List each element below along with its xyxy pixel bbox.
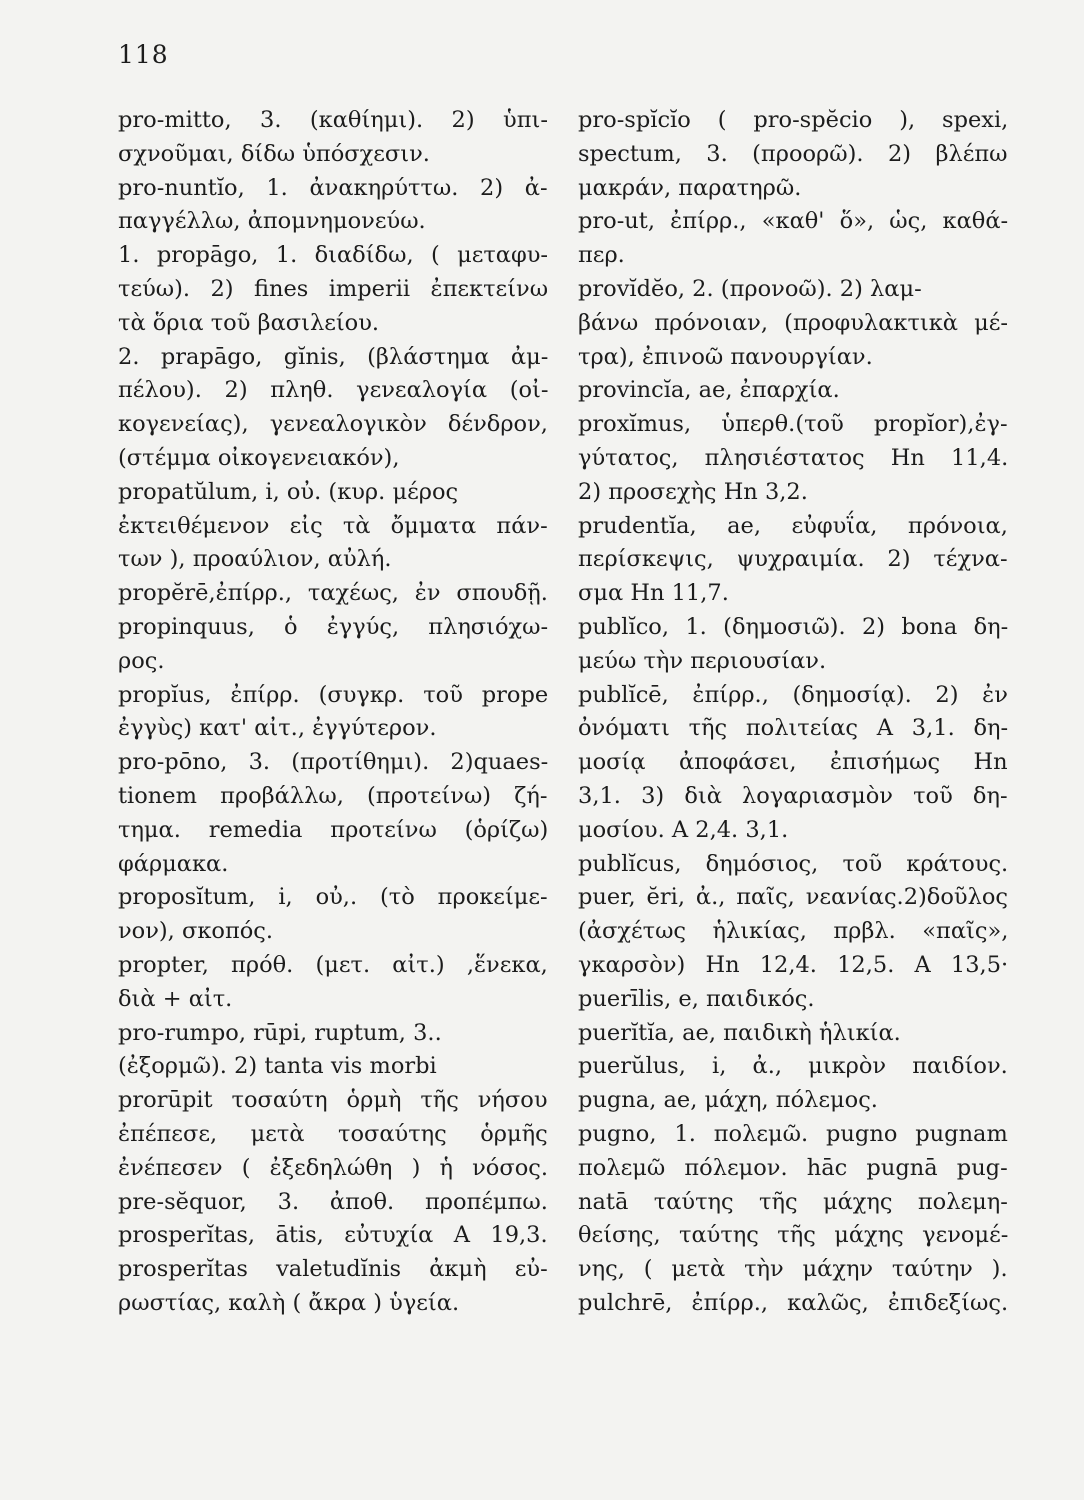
dictionary-line: μοσίᾳ ἀποφάσει, ἐπισήμως Hn — [578, 749, 1008, 776]
dictionary-line: tionem προβάλλω, (προτείνω) ζή- — [118, 782, 548, 809]
dictionary-line: proposĭtum, i, οὐ,. (τὸ προκείμε- — [118, 884, 548, 911]
dictionary-line: παγγέλλω, ἀπομνημονεύω. — [118, 208, 426, 235]
dictionary-line: κογενείας), γενεαλογικὸν δένδρον, — [118, 411, 548, 438]
dictionary-line: 2) προσεχὴς Hn 3,2. — [578, 478, 808, 505]
dictionary-line: pulchrē, ἐπίρρ., καλῶς, ἐπιδεξίως. — [578, 1289, 1008, 1316]
dictionary-line: pro-spĭcĭo ( pro-spĕcio ), spexi, — [578, 107, 1008, 133]
dictionary-line: μεύω τὴν περιουσίαν. — [578, 647, 827, 674]
dictionary-line: puer, ĕri, ἀ., παῖς, νεανίας.2)δοῦλος — [578, 884, 1008, 911]
dictionary-line: pro-rumpo, rūpi, ruptum, 3.. — [118, 1019, 442, 1046]
dictionary-line: propter, πρόθ. (μετ. αἰτ.) ,ἕνεκα, — [118, 951, 548, 978]
dictionary-line: μοσίου. A 2,4. 3,1. — [578, 816, 789, 843]
dictionary-line: τὰ ὅρια τοῦ βασιλείου. — [118, 309, 380, 336]
dictionary-line: ἐκτειθέμενον εἰς τὰ ὄμματα πάν- — [118, 512, 548, 539]
page-number: 118 — [118, 40, 169, 69]
dictionary-line: βάνω πρόνοιαν, (προφυλακτικὰ μέ- — [578, 309, 1008, 336]
dictionary-line: των ), προαύλιον, αὐλή. — [118, 546, 392, 573]
dictionary-line: γύτατος, πλησιέστατος Hn 11,4. — [578, 444, 1008, 471]
dictionary-line: pugno, 1. πολεμῶ. pugno pugnam — [578, 1120, 1008, 1147]
dictionary-line: νον), σκοπός. — [118, 918, 274, 945]
dictionary-line: provincĭa, ae, ἐπαρχία. — [578, 377, 840, 404]
dictionary-line: νης, ( μετὰ τὴν μάχην ταύτην ). — [578, 1256, 1008, 1283]
left-column — [118, 104, 548, 1321]
dictionary-line: publĭcus, δημόσιος, τοῦ κράτους. — [578, 850, 1008, 877]
dictionary-line: pugna, ae, μάχη, πόλεμος. — [578, 1087, 878, 1114]
dictionary-line: prosperĭtas valetudĭnis ἀκμὴ εὐ- — [118, 1256, 548, 1283]
dictionary-line: 3,1. 3) διὰ λογαριασμὸν τοῦ δη- — [578, 782, 1008, 809]
dictionary-line: propinquus, ὁ ἐγγύς, πλησιόχω- — [118, 613, 548, 640]
dictionary-line: τημα. remedia προτείνω (ὁρίζω) — [118, 816, 548, 843]
dictionary-line: publĭcē, ἐπίρρ., (δημοσίᾳ). 2) ἐν — [578, 681, 1008, 708]
dictionary-line: τεύω). 2) fines imperii ἐπεκτείνω — [118, 275, 548, 302]
dictionary-line: περ. — [578, 242, 625, 269]
right-column — [578, 104, 1008, 1321]
dictionary-line: prorūpit τοσαύτη ὁρμὴ τῆς νήσου — [118, 1087, 548, 1114]
dictionary-line: 2. prapāgo, gĭnis, (βλάστημα ἀμ- — [118, 343, 548, 370]
dictionary-line: τρα), ἐπινοῶ πανουργίαν. — [578, 343, 873, 370]
dictionary-line: σμα Hn 11,7. — [578, 580, 729, 607]
dictionary-line: πολεμῶ πόλεμον. hāc pugnā pug- — [578, 1154, 1008, 1181]
dictionary-line: spectum, 3. (προορῶ). 2) βλέπω — [578, 140, 1008, 167]
dictionary-line: (ἀσχέτως ἡλικίας, πρβλ. «παῖς», — [578, 918, 1008, 945]
dictionary-line: pro-mitto, 3. (καθίημι). 2) ὑπι- — [118, 107, 548, 133]
dictionary-line: ἐνέπεσεν ( ἐξεδηλώθη ) ἡ νόσος. — [118, 1154, 548, 1181]
dictionary-line: 1. propāgo, 1. διαδίδω, ( μεταφυ- — [118, 242, 548, 269]
dictionary-line: propatŭlum, i, οὐ. (κυρ. μέρος — [118, 478, 459, 505]
dictionary-line: propĭus, ἐπίρρ. (συγκρ. τοῦ prope — [118, 681, 548, 708]
dictionary-line: ἐπέπεσε, μετὰ τοσαύτης ὁρμῆς — [118, 1120, 548, 1147]
dictionary-line: θείσης, ταύτης τῆς μάχης γενομέ- — [578, 1222, 1008, 1249]
dictionary-line: propĕrē,ἐπίρρ., ταχέως, ἐν σπουδῇ. — [118, 580, 548, 607]
dictionary-line: ρος. — [118, 647, 165, 674]
dictionary-line: pro-ut, ἐπίρρ., «καθ' ὅ», ὡς, καθά- — [578, 208, 1008, 235]
dictionary-line: pro-pōno, 3. (προτίθημι). 2)quaes- — [118, 749, 548, 776]
dictionary-line: πέλου). 2) πληθ. γενεαλογία (οἰ- — [118, 377, 548, 404]
dictionary-line: περίσκεψις, ψυχραιμία. 2) τέχνα- — [578, 546, 1008, 573]
dictionary-line: ὀνόματι τῆς πολιτείας A 3,1. δη- — [578, 715, 1008, 742]
dictionary-line: (ἐξορμῶ). 2) tanta vis morbi — [118, 1053, 437, 1080]
dictionary-line: prudentĭa, ae, εὐφυΐα, πρόνοια, — [578, 512, 1008, 539]
dictionary-line: φάρμακα. — [118, 850, 229, 877]
dictionary-line: διὰ + αἰτ. — [118, 985, 233, 1012]
dictionary-line: proxĭmus, ὑπερθ.(τοῦ propĭor),ἐγ- — [578, 411, 1008, 438]
dictionary-line: μακράν, παρατηρῶ. — [578, 174, 802, 201]
dictionary-line: puerīlis, e, παιδικός. — [578, 985, 815, 1012]
dictionary-line: puerĭtĭa, ae, παιδικὴ ἡλικία. — [578, 1019, 901, 1046]
dictionary-line: puerŭlus, i, ἀ., μικρὸν παιδίον. — [578, 1053, 1008, 1080]
dictionary-line: publĭco, 1. (δημοσιῶ). 2) bona δη- — [578, 613, 1008, 640]
dictionary-line: γκαρσὸν) Hn 12,4. 12,5. A 13,5· — [578, 951, 1008, 978]
dictionary-line: prosperĭtas, ātis, εὐτυχία A 19,3. — [118, 1222, 548, 1249]
dictionary-line: σχνοῦμαι, δίδω ὑπόσχεσιν. — [118, 140, 430, 167]
dictionary-line: provĭdĕo, 2. (προνοῶ). 2) λαμ- — [578, 275, 922, 302]
dictionary-line: ρωστίας, καλὴ ( ἄκρα ) ὑγεία. — [118, 1289, 460, 1316]
dictionary-line: natā ταύτης τῆς μάχης πολεμη- — [578, 1188, 1008, 1215]
dictionary-line: ἐγγὺς) κατ' αἰτ., ἐγγύτερον. — [118, 715, 437, 742]
dictionary-line: pre-sĕquor, 3. ἀποθ. προπέμπω. — [118, 1188, 548, 1215]
dictionary-line: pro-nuntĭo, 1. ἀνακηρύττω. 2) ἀ- — [118, 174, 548, 201]
dictionary-line: (στέμμα οἰκογενειακόν), — [118, 444, 400, 471]
